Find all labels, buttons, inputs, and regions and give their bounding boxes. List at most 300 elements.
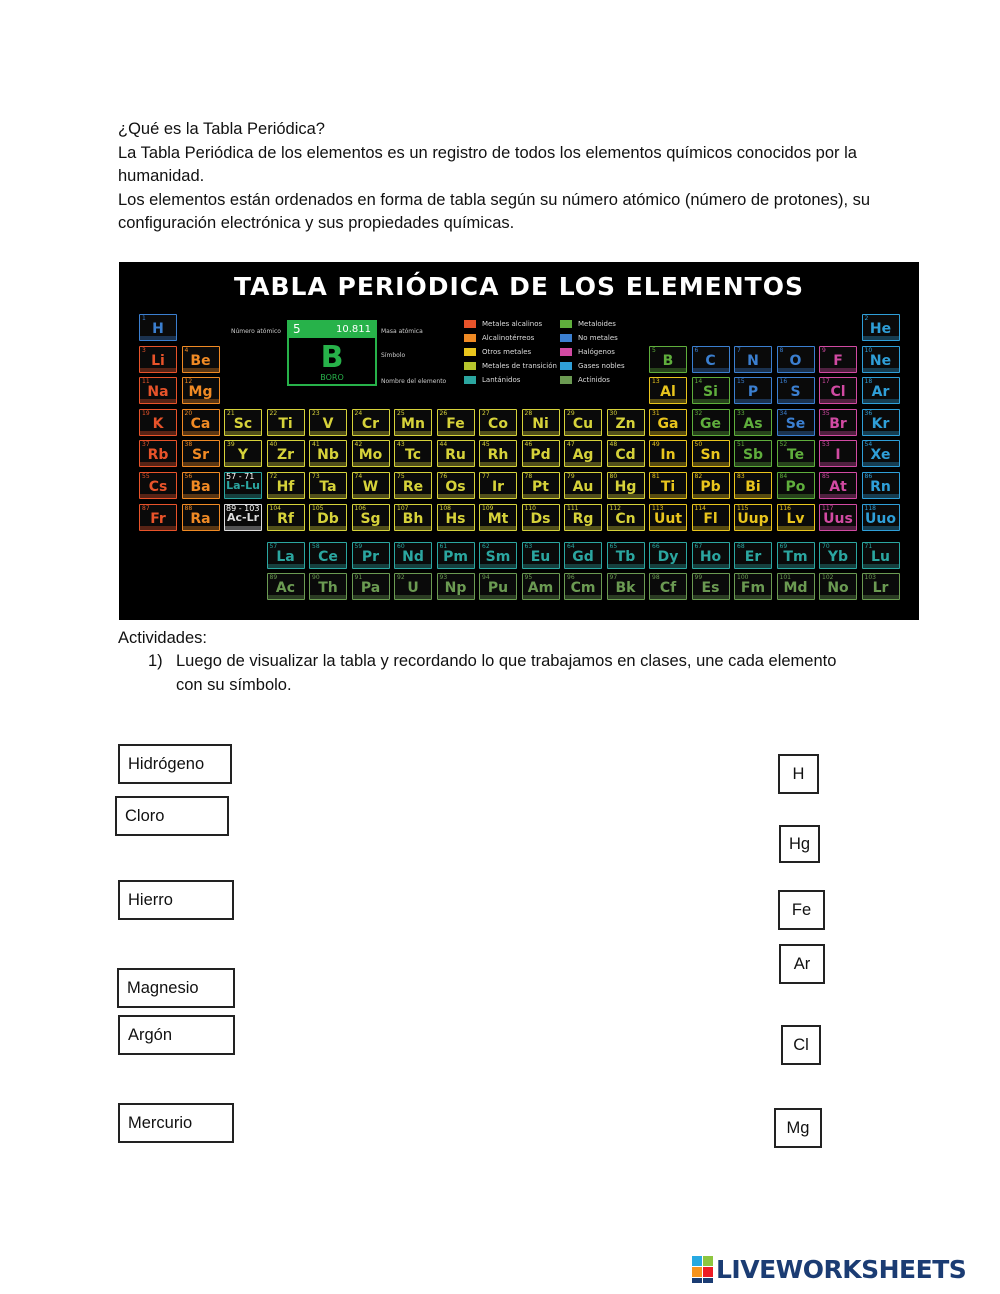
element-name-bar	[820, 431, 856, 435]
element-name-bar	[438, 431, 474, 435]
element-cell-rb	[139, 440, 177, 467]
name-box-hidrogeno[interactable]: Hidrógeno	[118, 744, 232, 784]
element-name-bar	[183, 368, 219, 372]
element-symbol: Eu	[530, 549, 551, 565]
element-symbol: Np	[444, 580, 467, 596]
intro-text	[118, 118, 898, 236]
element-name-bar	[225, 494, 261, 498]
element-number: 98	[652, 574, 660, 581]
element-number: 64	[567, 543, 575, 550]
element-symbol: Ru	[445, 447, 466, 464]
element-number: 14	[694, 378, 703, 386]
element-number: 94	[482, 574, 490, 581]
element-name-bar	[565, 595, 601, 599]
legend-label: Actínidos	[578, 376, 610, 384]
element-symbol: Lv	[786, 510, 805, 527]
element-symbol: Tb	[615, 549, 636, 565]
element-name-bar	[693, 368, 729, 372]
element-name-bar	[863, 494, 899, 498]
legend-swatch	[560, 362, 572, 370]
element-cell-db	[309, 504, 347, 531]
element-cell-sn	[692, 440, 730, 467]
element-symbol: B	[662, 352, 674, 369]
element-name-bar	[310, 494, 346, 498]
element-cell-mo	[352, 440, 390, 467]
element-cell-ar	[862, 377, 900, 404]
element-cell-sc	[224, 409, 262, 436]
element-number: 70	[822, 543, 830, 550]
element-number: 69	[779, 543, 788, 550]
element-name-bar	[650, 526, 686, 530]
element-number: 80	[609, 473, 618, 480]
element-cell-gd	[564, 542, 602, 569]
element-number: 16	[779, 378, 788, 386]
name-box-mercurio[interactable]: Mercurio	[118, 1103, 234, 1143]
element-symbol: Ge	[700, 415, 721, 432]
element-name-bar	[608, 564, 644, 568]
element-name-bar	[140, 336, 176, 340]
element-cell-rf	[267, 504, 305, 531]
element-number: 93	[439, 574, 448, 581]
element-name-bar	[140, 368, 176, 372]
element-number: 76	[439, 473, 448, 480]
element-number: 50	[694, 441, 703, 449]
element-cell-tc	[394, 440, 432, 467]
element-name-bar	[140, 431, 176, 435]
element-number: 11	[142, 378, 150, 386]
element-cell-au	[564, 472, 602, 499]
element-name-bar	[693, 462, 729, 466]
element-symbol: Es	[701, 580, 720, 596]
element-symbol: Lr	[872, 580, 889, 596]
element-name-bar	[480, 431, 516, 435]
element-number: 96	[567, 574, 575, 581]
legend-item	[464, 376, 520, 384]
element-number: 107	[397, 504, 409, 512]
element-cell-zn	[607, 409, 645, 436]
element-number: 29	[567, 409, 575, 417]
activity-text: Luego de visualizar la tabla y recordando lo que trabajamos en clases, une cada elemento con su símbolo.	[176, 652, 837, 694]
element-number: 114	[694, 504, 706, 512]
element-cell-pt	[522, 472, 560, 499]
element-symbol: Cu	[572, 415, 594, 432]
element-symbol: Hs	[445, 510, 466, 527]
element-symbol: Mt	[487, 510, 509, 527]
element-symbol: Ir	[491, 479, 505, 495]
element-cell-c	[692, 346, 730, 373]
element-number: 110	[524, 504, 536, 512]
element-cell-w	[352, 472, 390, 499]
element-name-bar	[480, 564, 516, 568]
element-cell-ge	[692, 409, 730, 436]
element-cell-ga	[649, 409, 687, 436]
element-name-bar	[565, 564, 601, 568]
element-cell-y	[224, 440, 262, 467]
key-label-symbol: Símbolo	[381, 352, 406, 359]
element-name-bar	[395, 595, 431, 599]
element-symbol: Rf	[277, 510, 294, 527]
element-number: 77	[482, 473, 490, 480]
element-cell-re	[394, 472, 432, 499]
symbol-box-cl[interactable]: Cl	[781, 1025, 821, 1065]
element-symbol: Si	[703, 384, 718, 401]
element-cell-mt	[479, 504, 517, 531]
element-cell-ac	[267, 573, 305, 600]
element-symbol: Cs	[148, 479, 168, 495]
legend-swatch	[464, 320, 476, 328]
element-name-bar	[735, 431, 771, 435]
element-cell-ru	[437, 440, 475, 467]
element-name-bar	[140, 399, 176, 403]
element-number: 71	[864, 543, 873, 550]
element-cell-ag	[564, 440, 602, 467]
element-number: 7	[737, 346, 741, 354]
element-symbol: Au	[572, 479, 594, 495]
element-name-bar	[565, 462, 601, 466]
element-cell-ho	[692, 542, 730, 569]
element-number: 6	[694, 346, 699, 354]
element-symbol: Dy	[657, 549, 679, 565]
element-symbol: Ti	[278, 415, 293, 432]
element-symbol: S	[790, 384, 801, 401]
element-name-bar	[650, 595, 686, 599]
element-symbol: Hg	[614, 479, 637, 495]
element-name-bar	[225, 431, 261, 435]
name-box-argon[interactable]: Argón	[118, 1015, 235, 1055]
element-number: 49	[652, 441, 660, 449]
element-symbol: Zn	[615, 415, 636, 432]
element-cell-fe	[437, 409, 475, 436]
element-number: 90	[312, 574, 320, 581]
legend-item	[560, 320, 616, 328]
element-symbol: Pa	[360, 580, 381, 596]
element-name-bar	[693, 564, 729, 568]
element-cell-al	[649, 377, 687, 404]
element-cell-lr	[862, 573, 900, 600]
logo-wordmark: LIVEWORKSHEETS	[716, 1254, 967, 1284]
element-number: 56	[184, 473, 193, 480]
element-number: 37	[142, 441, 150, 449]
element-symbol: Co	[488, 415, 508, 432]
element-number: 117	[822, 504, 834, 512]
element-number: 5	[652, 346, 656, 354]
element-cell-pa	[352, 573, 390, 600]
element-number: 78	[524, 473, 533, 480]
element-number: 112	[609, 504, 621, 512]
element-cell-rh	[479, 440, 517, 467]
element-symbol: Fm	[740, 580, 766, 596]
element-number: 27	[482, 409, 490, 417]
element-cell-b	[649, 346, 687, 373]
element-number: 17	[822, 378, 830, 386]
legend-label: Otros metales	[482, 348, 532, 356]
element-cell-am	[522, 573, 560, 600]
element-name-bar	[735, 526, 771, 530]
element-cell-pm	[437, 542, 475, 569]
element-number: 91	[354, 574, 363, 581]
element-symbol: Sr	[192, 447, 209, 464]
element-name-bar	[523, 431, 559, 435]
element-cell-pb	[692, 472, 730, 499]
symbol-box-mg[interactable]: Mg	[774, 1108, 822, 1148]
element-symbol: Ho	[699, 549, 722, 565]
element-symbol: Ds	[530, 510, 551, 527]
element-name-bar	[395, 494, 431, 498]
element-number: 62	[482, 543, 490, 550]
element-cell-si	[692, 377, 730, 404]
element-cell-cu	[564, 409, 602, 436]
element-cell-ne	[862, 346, 900, 373]
element-cell-rg	[564, 504, 602, 531]
element-number: 43	[397, 441, 405, 449]
element-cell-pr	[352, 542, 390, 569]
name-box-hierro[interactable]: Hierro	[118, 880, 234, 920]
element-symbol: K	[152, 415, 164, 432]
periodic-table-image	[119, 262, 919, 620]
legend-swatch	[464, 348, 476, 356]
element-name-bar	[140, 494, 176, 498]
element-name-bar	[225, 462, 261, 466]
element-symbol: Ag	[572, 447, 594, 464]
element-number: 86	[864, 473, 873, 480]
element-number: 25	[397, 409, 405, 417]
element-cell-la	[267, 542, 305, 569]
element-symbol: Ce	[318, 549, 338, 565]
element-name-bar	[480, 595, 516, 599]
element-cell-p	[734, 377, 772, 404]
element-number: 111	[567, 504, 579, 512]
element-cell-bk	[607, 573, 645, 600]
element-symbol: Bk	[615, 580, 636, 596]
name-box-magnesio[interactable]: Magnesio	[117, 968, 235, 1008]
element-name-bar	[608, 526, 644, 530]
element-symbol: Db	[317, 510, 339, 527]
element-symbol: Rg	[572, 510, 594, 527]
element-number: 89	[269, 574, 278, 581]
element-name-bar	[353, 526, 389, 530]
symbol-box-ar[interactable]: Ar	[779, 944, 825, 984]
legend-item	[560, 362, 625, 370]
legend-item	[464, 334, 534, 342]
element-name-bar	[650, 494, 686, 498]
element-name-bar	[438, 595, 474, 599]
element-cell-xe	[862, 440, 900, 467]
element-symbol: Uup	[737, 510, 769, 527]
element-cell-at	[819, 472, 857, 499]
element-number: 81	[652, 473, 660, 480]
element-symbol: Xe	[870, 447, 891, 464]
element-cell-ni	[522, 409, 560, 436]
element-number: 52	[779, 441, 788, 449]
element-number: 48	[609, 441, 618, 449]
element-number: 40	[269, 441, 278, 449]
element-number: 28	[524, 409, 533, 417]
element-symbol: W	[362, 479, 379, 495]
activity-item	[148, 650, 848, 697]
element-symbol: Lu	[871, 549, 890, 565]
element-name-bar	[268, 526, 304, 530]
element-number: 8	[779, 346, 784, 354]
element-cell-th	[309, 573, 347, 600]
element-name-bar	[863, 399, 899, 403]
element-cell-fl	[692, 504, 730, 531]
element-name-bar	[650, 368, 686, 372]
element-name-bar	[778, 595, 814, 599]
element-cell-fm	[734, 573, 772, 600]
element-cell-s	[777, 377, 815, 404]
element-number: 4	[184, 346, 189, 354]
element-name-bar	[523, 462, 559, 466]
element-name-bar	[820, 399, 856, 403]
legend-swatch	[464, 334, 476, 342]
element-symbol: Sc	[233, 415, 253, 432]
element-name-bar	[735, 399, 771, 403]
element-symbol: Pu	[487, 580, 509, 596]
key-name: BORO	[320, 373, 344, 382]
element-number: 20	[184, 409, 193, 417]
legend-label: Halógenos	[578, 348, 615, 356]
element-name-bar	[523, 564, 559, 568]
element-name-bar	[353, 564, 389, 568]
element-name-bar	[650, 431, 686, 435]
element-name-bar	[863, 595, 899, 599]
element-symbol: Cn	[615, 510, 636, 527]
element-symbol: F	[833, 352, 843, 369]
element-symbol: N	[747, 352, 759, 369]
element-symbol: Uut	[653, 510, 683, 527]
element-number: 99	[694, 574, 703, 581]
element-symbol: Ra	[190, 510, 211, 527]
element-symbol: V	[322, 415, 334, 432]
element-symbol: Pt	[532, 479, 549, 495]
element-name-bar	[608, 431, 644, 435]
element-symbol: Bh	[402, 510, 424, 527]
key-symbol: B	[320, 340, 344, 375]
element-symbol: La	[276, 549, 295, 565]
element-number: 46	[524, 441, 533, 449]
element-symbol: No	[827, 580, 849, 596]
symbol-box-hg[interactable]: Hg	[779, 825, 820, 863]
element-cell-tm	[777, 542, 815, 569]
element-cell-er	[734, 542, 772, 569]
element-symbol: O	[789, 352, 802, 369]
element-cell-np	[437, 573, 475, 600]
element-name-bar	[395, 431, 431, 435]
element-number: 45	[482, 441, 490, 449]
element-number: 32	[694, 409, 703, 417]
element-cell-po	[777, 472, 815, 499]
element-number: 74	[354, 473, 363, 480]
element-number: 58	[312, 543, 320, 550]
element-number: 116	[779, 504, 791, 512]
element-cell-hg	[607, 472, 645, 499]
element-cell-hs	[437, 504, 475, 531]
element-symbol: At	[829, 479, 847, 495]
element-number: 54	[864, 441, 873, 449]
element-symbol: Nb	[317, 447, 339, 464]
element-cell-uuo	[862, 504, 900, 531]
element-name-bar	[480, 494, 516, 498]
element-cell-be	[182, 346, 220, 373]
element-symbol: Pd	[530, 447, 551, 464]
legend-item	[464, 362, 557, 370]
element-number: 33	[737, 409, 745, 417]
element-number: 51	[737, 441, 745, 449]
activity-number: 1)	[148, 652, 163, 670]
element-name-bar	[183, 462, 219, 466]
element-symbol: Fr	[150, 510, 166, 527]
element-name-bar	[268, 494, 304, 498]
element-name-bar	[735, 494, 771, 498]
element-symbol: Cf	[659, 580, 677, 596]
element-number: 26	[439, 409, 448, 417]
element-cell-cf	[649, 573, 687, 600]
element-number: 1	[142, 315, 146, 322]
element-number: 73	[312, 473, 320, 480]
element-name-bar	[395, 526, 431, 530]
element-name-bar	[438, 526, 474, 530]
element-symbol: Cr	[361, 415, 380, 432]
symbol-box-fe[interactable]: Fe	[778, 890, 825, 930]
element-number: 31	[652, 409, 660, 417]
element-name-bar	[735, 595, 771, 599]
element-name-bar	[778, 494, 814, 498]
element-number: 38	[184, 441, 193, 449]
element-cell-in	[649, 440, 687, 467]
legend-label: Metales de transición	[482, 362, 557, 370]
element-name-bar	[693, 399, 729, 403]
key-label-mass: Masa atómica	[381, 328, 423, 335]
element-cell-rn	[862, 472, 900, 499]
element-number: 57	[269, 543, 278, 550]
element-cell-te	[777, 440, 815, 467]
element-name-bar	[778, 368, 814, 372]
element-name-bar	[140, 526, 176, 530]
legend-label: Lantánidos	[482, 376, 521, 384]
element-name-bar	[140, 462, 176, 466]
name-box-cloro[interactable]: Cloro	[115, 796, 229, 836]
element-name-bar	[820, 564, 856, 568]
element-number: 22	[269, 409, 278, 417]
element-name-bar	[183, 526, 219, 530]
element-cell-hf	[267, 472, 305, 499]
element-symbol: Kr	[871, 415, 890, 432]
element-cell-bh	[394, 504, 432, 531]
element-number: 88	[184, 504, 193, 512]
element-symbol: C	[705, 352, 716, 369]
element-cell-mg	[182, 377, 220, 404]
element-name-bar	[268, 564, 304, 568]
symbol-box-h[interactable]: H	[778, 754, 819, 794]
element-number: 66	[652, 543, 660, 550]
element-symbol: Ba	[190, 479, 211, 495]
element-cell-sr	[182, 440, 220, 467]
element-symbol: Te	[786, 447, 805, 464]
legend-label: Metales alcalinos	[482, 320, 543, 328]
element-name-bar	[310, 462, 346, 466]
element-symbol: Rn	[870, 479, 891, 495]
periodic-table-title: TABLA PERIÓDICA DE LOS ELEMENTOS	[234, 272, 804, 301]
element-name-bar	[268, 431, 304, 435]
element-number: 109	[482, 504, 494, 512]
element-number: 84	[779, 473, 788, 480]
element-cell-bi	[734, 472, 772, 499]
element-cell-lv	[777, 504, 815, 531]
element-symbol: Li	[151, 352, 165, 369]
element-symbol: Ac-Lr	[226, 510, 260, 524]
legend-label: Metaloides	[578, 320, 616, 328]
element-cell-ra	[182, 504, 220, 531]
